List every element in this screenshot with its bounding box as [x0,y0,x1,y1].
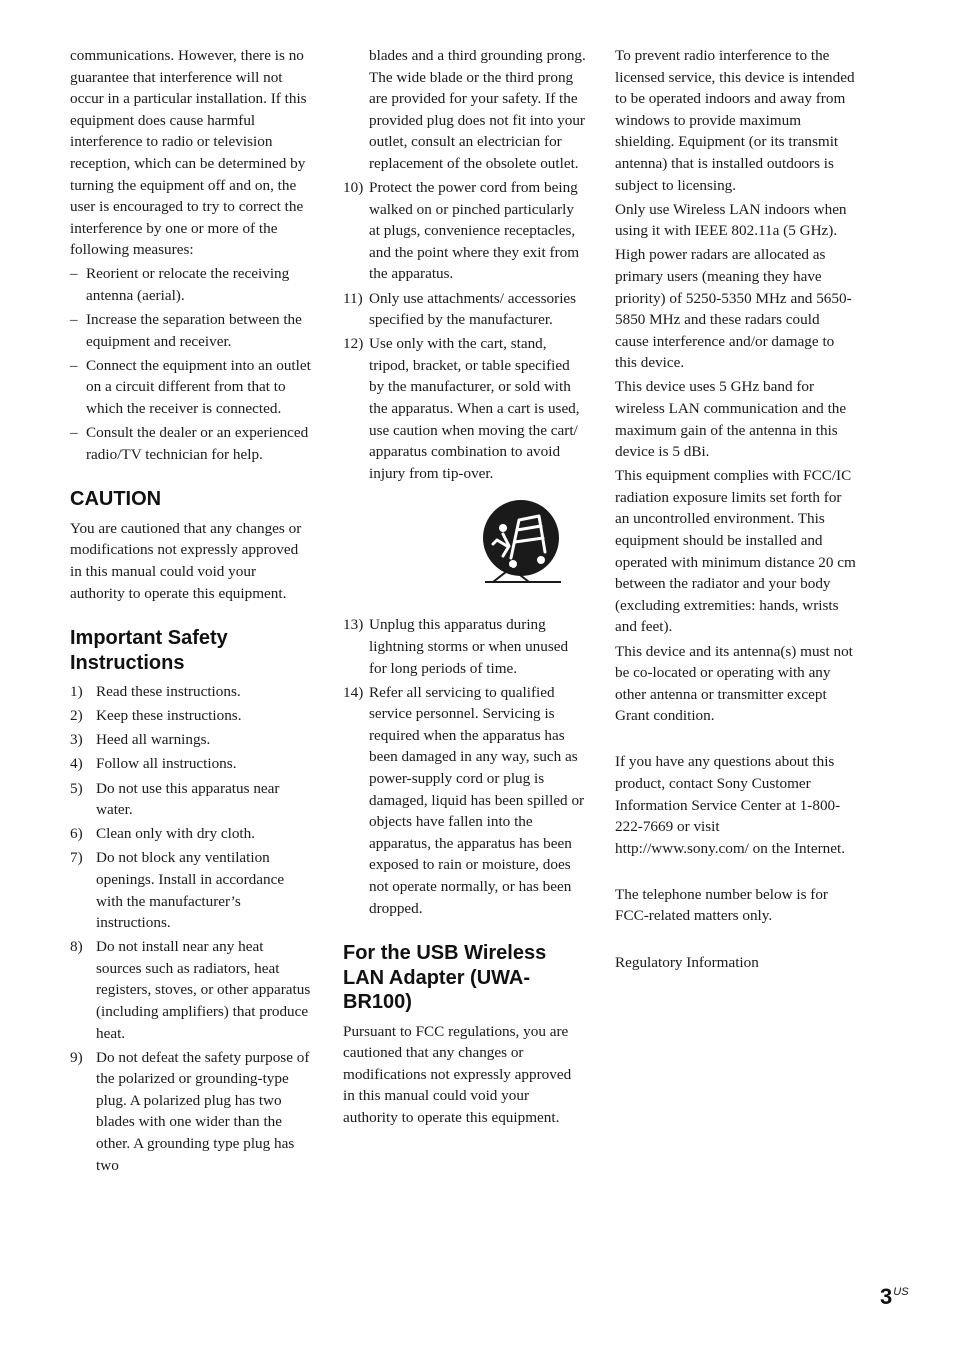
item-number: 13) [343,616,364,634]
item-text: Keep these instructions. [96,707,242,725]
list-item [70,705,312,727]
column-3 [615,45,857,976]
item-text: Use only with the cart, stand, tripod, bracket, or table specified by the manufacturer, or sold with the apparatus. When a cart is used, use caution when moving the cart/ apparatus combination to avoid injury from tip-over. [369,335,580,482]
fcc-phone-paragraph: The telephone number below is for FCC-related matters only. [615,885,828,925]
list-item [343,177,586,285]
caution-paragraph: You are cautioned that any changes or modifications not expressly approved in this manual could void your authority to operate this equipment. [70,519,302,602]
page-number-suffix: US [893,1286,909,1298]
item-text: Protect the power cord from being walked on or pinched particularly at plugs, convenience receptacles, and the point where they exit from the apparatus. [369,179,580,283]
item-number: 1) [70,683,83,701]
list-item: – Increase the separation between the equipment and receiver. [70,309,312,352]
item-text: Unplug this apparatus during lightning storms or when unused for long periods of time. [369,616,569,677]
list-item [70,823,312,845]
list-item [70,729,312,751]
regulatory-information: Regulatory Information [615,953,759,971]
page-number-value: 3 [880,1284,893,1309]
usb-adapter-heading: For the USB Wireless LAN Adapter (UWA-BR100) [343,942,547,1014]
radiation-exposure-paragraph: This equipment complies with FCC/IC radiation exposure limits set forth for an uncontrolled environment. This equipment should be installed and operated with minimum distance 20 cm between the radiator and your body (excluding extremities: hands, wrists and feet). [615,467,856,636]
list-item [343,682,586,920]
measures-list [70,263,312,465]
usb-adapter-paragraph: Pursuant to FCC regulations, you are cautioned that any changes or modifications not expressly approved in this manual could void your authority to operate this equipment. [343,1022,572,1127]
list-item [70,847,312,933]
column-2 [343,45,586,1131]
list-item [70,778,312,821]
item-number: 10) [343,179,364,197]
radio-interference-paragraph: To prevent radio interference to the licensed service, this device is intended to be operated indoors and away from windows to provide maximum shielding. Equipment (or its transmit antenna) that is installed outdoors is subject to licensing. [615,47,855,194]
item-text: Read these instructions. [96,683,241,701]
continuation-paragraph: blades and a third grounding prong. The wide blade or the third prong are provided for your safety. If the provided plug does not fit into your outlet, consult an electrician for replacement of the obsolete outlet. [369,47,586,172]
page-number [880,1284,909,1310]
instructions-list-continued [343,614,586,919]
customer-service-paragraph: If you have any questions about this product, contact Sony Customer Information Service Center at 1-800-222-7669 or visit http://www.sony.com/ on the Internet. [615,753,846,857]
wireless-lan-indoors-paragraph: Only use Wireless LAN indoors when using it with IEEE 802.11a (5 GHz). [615,200,847,240]
item-number: 4) [70,755,83,773]
list-item: – Connect the equipment into an outlet on a circuit different from that to which the receiver is connected. [70,355,312,420]
co-location-paragraph: This device and its antenna(s) must not be co-located or operating with any other antenna or transmitter except Grant condition. [615,642,853,725]
instructions-list [70,681,312,1176]
list-item: – Consult the dealer or an experienced radio/TV technician for help. [70,422,312,465]
intro-paragraph: communications. However, there is no guarantee that interference will not occur in a particular installation. If this equipment does cause harmful interference to radio or television reception, which can be determined by turning the equipment off and on, the user is encouraged to try to correct the interference by one or more of the following measures: [70,47,307,259]
radar-paragraph: High power radars are allocated as primary users (meaning they have priority) of 5250-5350 MHz and 5650-5850 MHz and these radars could cause interference and/or damage to this device. [615,246,852,372]
list-item [70,1047,312,1177]
item-number: 9) [70,1048,83,1066]
item-text: Do not defeat the safety purpose of the polarized or grounding-type plug. A polarized plug has two blades with one wider than the other. A grounding type plug has two [96,1048,310,1174]
safety-heading: Important Safety Instructions [70,627,228,674]
item-number: 11) [343,289,363,307]
list-item [343,288,586,331]
item-text: Do not block any ventilation openings. Install in accordance with the manufacturer’s instructions. [96,849,285,932]
caution-heading: CAUTION [70,488,162,511]
column-1 [70,45,312,1179]
item-number: 5) [70,779,83,797]
cart-warning-figure [343,500,586,600]
item-text: Heed all warnings. [96,731,211,749]
item-text: Follow all instructions. [96,755,237,773]
list-item [70,936,312,1044]
item-number: 2) [70,707,83,725]
instructions-list [343,177,586,484]
list-item [70,753,312,775]
item-number: 7) [70,849,83,867]
list-item: – Reorient or relocate the receiving antenna (aerial). [70,263,312,306]
item-number: 8) [70,938,83,956]
item-number: 14) [343,683,364,701]
item-number: 3) [70,731,83,749]
item-number: 6) [70,825,83,843]
item-number: 12) [343,335,364,353]
item-text: Refer all servicing to qualified service personnel. Servicing is required when the apparatus has been damaged in any way, such as power-supply cord or plug is damaged, liquid has been spilled or objects have fallen into the apparatus, the apparatus has been exposed to rain or moisture, does not operate normally, or has been dropped. [369,683,585,917]
item-text: Clean only with dry cloth. [96,825,256,843]
antenna-gain-paragraph: This device uses 5 GHz band for wireless LAN communication and the maximum gain of the antenna in this device is 5 dBi. [615,378,847,461]
list-item [343,333,586,484]
item-text: Do not install near any heat sources such as radiators, heat registers, stoves, or other apparatus (including amplifiers) that produce heat. [96,938,311,1042]
list-item [343,614,586,679]
item-text: Only use attachments/ accessories specified by the manufacturer. [369,289,577,329]
cart-tip-over-warning-icon [481,500,563,584]
list-item [70,681,312,703]
item-text: Do not use this apparatus near water. [96,779,280,819]
